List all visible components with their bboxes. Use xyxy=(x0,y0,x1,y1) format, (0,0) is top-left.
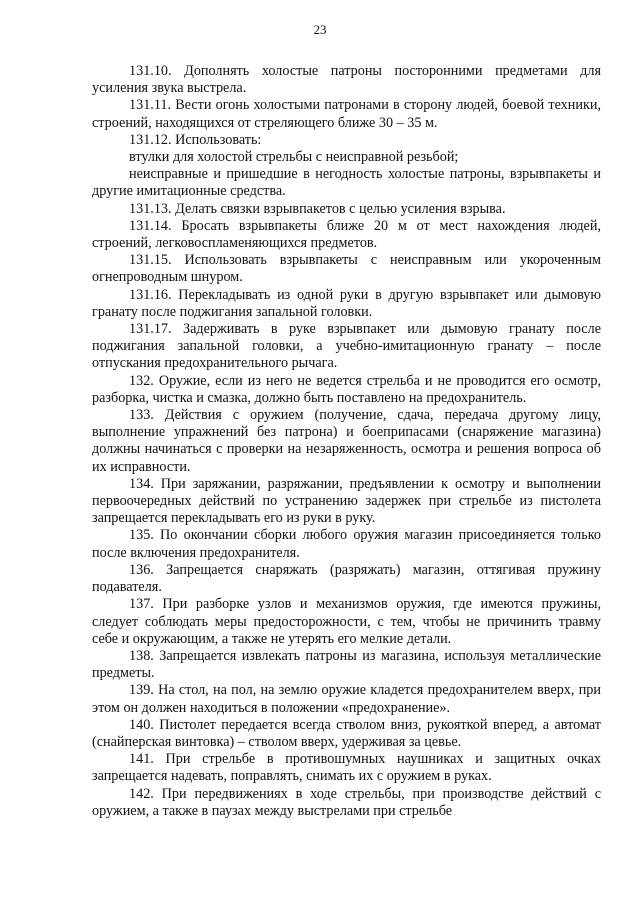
clause-142: 142. При передвижениях в ходе стрельбы, при производстве действий с оружием, а также в паузах между выстрелами при стрельбе xyxy=(92,785,601,819)
clause-131-12-item-2: неисправные и пришедшие в негодность холостые патроны, взрывпакеты и другие имитационные средства. xyxy=(92,166,601,200)
clause-131-12-item-1: втулки для холостой стрельбы с неисправной резьбой; xyxy=(129,149,459,166)
clause-136: 136. Запрещается снаряжать (разряжать) магазин, оттягивая пружину подавателя. xyxy=(92,561,601,596)
clause-139: 139. На стол, на пол, на землю оружие кладется предохранителем вверх, при этом он должен находиться в положении «предохранение». xyxy=(92,682,601,716)
clause-131-11: 131.11. Вести огонь холостыми патронами в сторону людей, боевой техники, строений, находящихся от стреляющего ближе 30 – 35 м. xyxy=(92,97,601,131)
clause-141: 141. При стрельбе в противошумных наушниках и защитных очках запрещается надевать, поправлять, снимать их с оружием в руках. xyxy=(92,751,601,785)
clause-131-13: 131.13. Делать связки взрывпакетов с целью усиления взрыва. xyxy=(129,200,506,217)
page-number: 23 xyxy=(313,22,327,37)
clause-131-17: 131.17. Задерживать в руке взрывпакет или дымовую гранату после поджигания запальной головки, а учебно-имитационную гранату – после отпускания предохранительного рычага. xyxy=(92,321,601,372)
clause-131-16: 131.16. Перекладывать из одной руки в другую взрывпакет или дымовую гранату после поджигания запальной головки. xyxy=(92,286,601,320)
clause-140: 140. Пистолет передается всегда стволом вниз, рукояткой вперед, а автомат (снайперская винтовка) – стволом вверх, удерживая за цевье. xyxy=(92,716,601,750)
clause-138: 138. Запрещается извлекать патроны из магазина, используя металлические предметы. xyxy=(92,647,601,682)
clause-131-12: 131.12. Использовать: xyxy=(129,131,262,148)
clause-133: 133. Действия с оружием (получение, сдача, передача другому лицу, выполнение упражнений без патрона) и боеприпасами (снаряжение магазина) должны начинаться с проверки на незаряженность, осмотра и решения вопроса об их исправности. xyxy=(92,407,601,475)
clause-135: 135. По окончании сборки любого оружия магазин присоединяется только после включения предохранителя. xyxy=(92,527,601,561)
document-body xyxy=(92,63,601,820)
clause-132: 132. Оружие, если из него не ведется стрельба и не проводится его осмотр, разборка, чистка и смазка, должно быть поставлено на предохранитель. xyxy=(92,372,601,406)
clause-137: 137. При разборке узлов и механизмов оружия, где имеются пружины, следует соблюдать меры предосторожности, с тем, чтобы не причинить травму себе и окружающим, а также не утерять его мелкие детали. xyxy=(92,596,601,647)
clause-131-15: 131.15. Использовать взрывпакеты с неисправным или укороченным огнепроводным шнуром. xyxy=(92,252,601,286)
clause-131-10: 131.10. Дополнять холостые патроны посторонними предметами для усиления звука выстрела. xyxy=(92,63,601,97)
clause-131-14: 131.14. Бросать взрывпакеты ближе 20 м от мест нахождения людей, строений, легковоспламеняющихся предметов. xyxy=(92,217,601,252)
clause-134: 134. При заряжании, разряжании, предъявлении к осмотру и выполнении первоочередных действий по устранению задержек при стрельбе из пистолета запрещается перекладывать его из руки в руку. xyxy=(92,475,601,527)
